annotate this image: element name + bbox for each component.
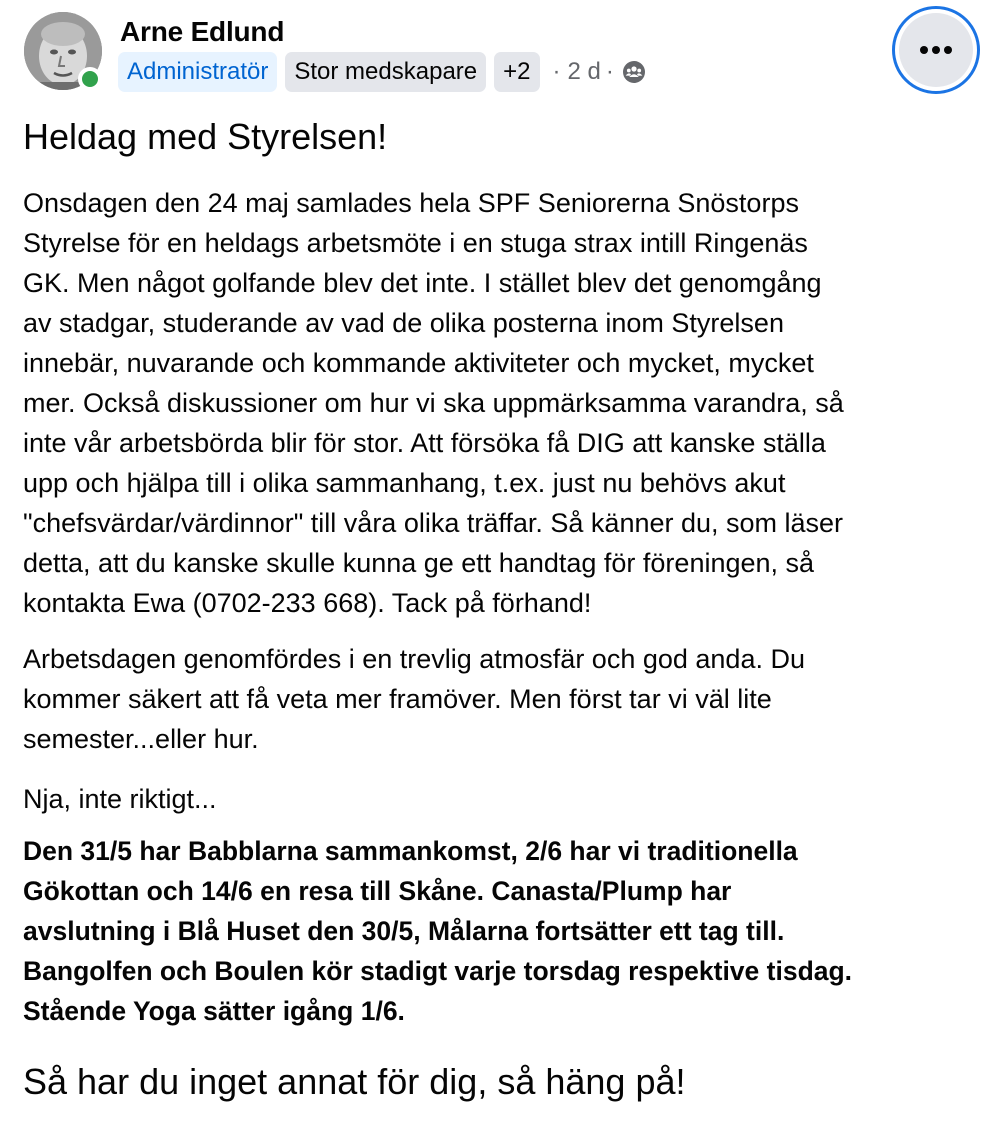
post-header	[24, 12, 984, 94]
more-options-icon	[899, 13, 973, 87]
post-paragraph-1: Onsdagen den 24 maj samlades hela SPF Seniorerna Snöstorps Styrelse för en heldags arbetsmöte i en stuga strax intill Ringenäs GK. Men något golfande blev det inte. I stället blev det genomgång av stadgar, studerande av vad de olika posterna inom Styrelsen innebär, nuvarande och kommande aktiviteter och mycket, mycket mer. Också diskussioner om hur vi ska uppmärksamma varandra, så inte vår arbetsbörda blir för stor. Att försöka få DIG att kanske ställa upp och hjälpa till i olika sammanhang, t.ex. just nu behövs akut "chefsvärdar/värdinnor" till våra olika träffar. Så känner du, som läser detta, att du kanske skulle kunna ge ett handtag för föreningen, så kontakta Ewa (0702-233 668). Tack på förhand!	[23, 188, 844, 618]
meta-separator: ·	[605, 58, 614, 85]
post-closing-line: Så har du inget annat för dig, så häng på!	[23, 1061, 686, 1102]
post-paragraph-2: Arbetsdagen genomfördes i en trevlig atmosfär och god anda. Du kommer säkert att få veta mer framöver. Men först tar vi väl lite semester...eller hur.	[23, 644, 805, 754]
author-name[interactable]: Arne Edlund	[120, 16, 285, 47]
post-paragraph-events: Den 31/5 har Babblarna sammankomst, 2/6 har vi traditionella Gökottan och 14/6 en resa till Skåne. Canasta/Plump har avslutning i Blå Huset den 30/5, Målarna fortsätter ett tag till. Bangolfen och Boulen kör stadigt varje torsdag respektive tisdag. Stående Yoga sätter igång 1/6.	[23, 836, 853, 1026]
contributor-badge[interactable]: Stor medskapare	[285, 52, 486, 92]
meta-separator: ·	[552, 58, 561, 85]
more-options-button[interactable]	[892, 6, 980, 94]
more-badges-button[interactable]: +2	[494, 52, 539, 92]
post-paragraph-3: Nja, inte riktigt...	[23, 784, 217, 814]
post-timestamp[interactable]: 2 d	[567, 58, 601, 85]
online-status-indicator	[78, 67, 102, 91]
group-icon	[622, 60, 646, 84]
admin-badge[interactable]: Administratör	[118, 52, 277, 92]
post-meta	[118, 52, 646, 92]
post-title: Heldag med Styrelsen!	[23, 116, 388, 157]
